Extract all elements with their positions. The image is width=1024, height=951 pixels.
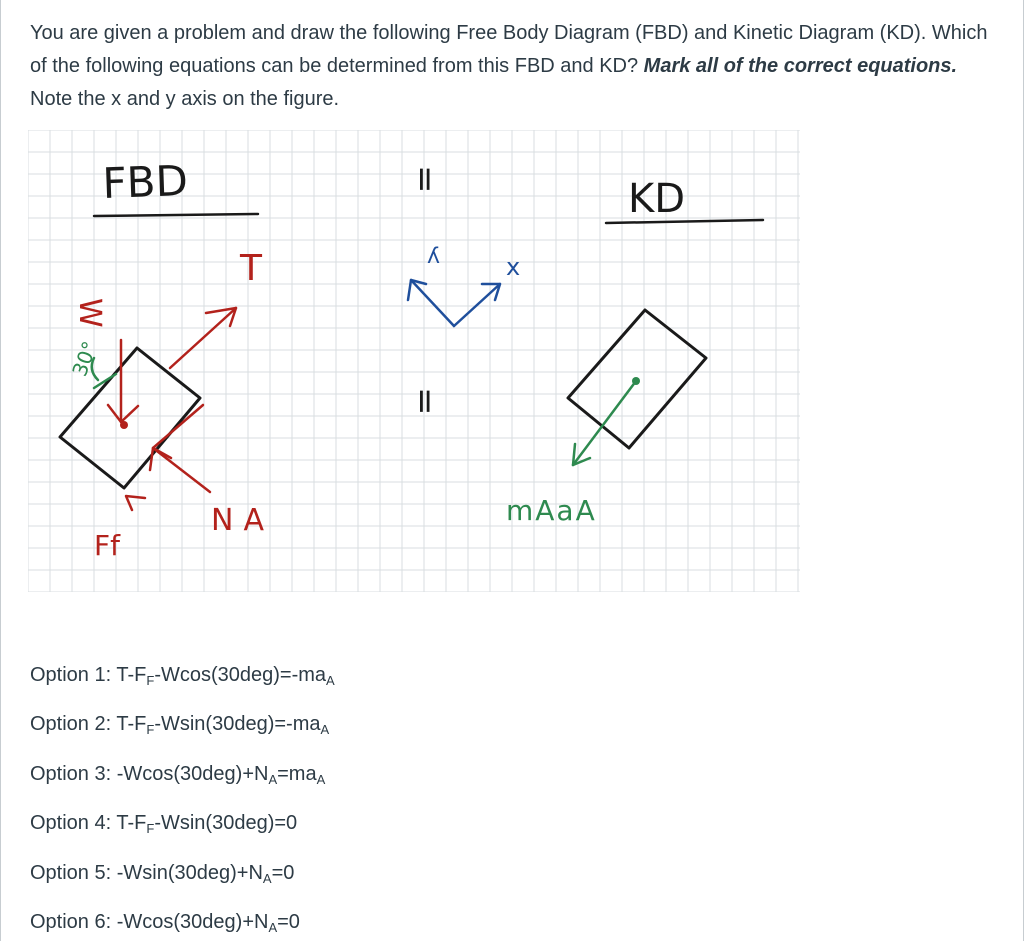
axis-label-x: x [506, 253, 521, 281]
option-6-sub1: A [268, 919, 278, 935]
weight-arrowhead [108, 405, 138, 422]
option-2-mid: -Wsin(30deg)=-ma [154, 713, 321, 736]
option-5-mid: =0 [271, 861, 295, 884]
option-1-sub2: A [326, 673, 335, 688]
y-axis-line [411, 280, 454, 326]
x-axis-line [454, 284, 500, 326]
option-5-prefix: Option 5: -Wsin(30deg)+N [30, 861, 263, 884]
option-1-prefix: Option 1: T-F [30, 664, 147, 686]
question-text [30, 17, 990, 116]
fbd-title: FBD [101, 156, 189, 208]
force-label-w: W [72, 298, 107, 328]
option-3-sub1: A [268, 771, 278, 787]
option-1-mid: -Wcos(30deg)=-ma [154, 664, 327, 686]
option-6[interactable] [30, 902, 730, 951]
inertia-label: mAaA [506, 494, 597, 527]
force-label-ff: Ff [94, 529, 120, 562]
kd-title: KD [628, 176, 686, 222]
option-3-sub2: A [316, 771, 326, 787]
option-2-sub1: F [146, 722, 155, 738]
angle-label: 30° [67, 337, 102, 380]
force-label-t: T [240, 248, 262, 289]
friction-arrowhead [126, 496, 145, 510]
question-part1: You are given a problem and draw the following Free Body Diagram (FBD) and Kinetic Diagram (KD). Which of the following equations can be determined from this FBD and KD? [30, 22, 988, 77]
option-3-prefix: Option 3: -Wcos(30deg)+N [30, 762, 269, 785]
option-1[interactable] [30, 655, 730, 704]
equals-sign-middle: = [405, 387, 445, 416]
equals-sign-top: = [405, 165, 445, 194]
option-3[interactable] [30, 754, 730, 803]
question-emphasis: Mark all of the correct equations. [643, 55, 958, 77]
force-label-n: NA [211, 503, 274, 538]
option-4-prefix: Option 4: T-F [30, 812, 147, 835]
option-2-prefix: Option 2: T-F [30, 713, 147, 736]
question-part2: Note the x and y axis on the figure. [30, 88, 340, 110]
mass-center-dot [120, 421, 128, 429]
option-6-prefix: Option 6: -Wcos(30deg)+N [30, 910, 269, 933]
option-2[interactable] [30, 704, 730, 753]
option-4[interactable] [30, 803, 730, 852]
options-list [30, 655, 730, 951]
fbd-title-underline [94, 214, 258, 216]
axis-label-y: y [426, 245, 440, 270]
option-4-mid: -Wsin(30deg)=0 [154, 812, 298, 835]
option-3-mid: =ma [277, 762, 317, 785]
option-6-mid: =0 [277, 910, 300, 933]
y-axis-arrowhead [408, 280, 426, 300]
option-5[interactable] [30, 853, 730, 902]
fbd-kd-figure [28, 130, 800, 592]
option-5-sub1: A [262, 870, 272, 886]
option-4-sub1: F [146, 821, 155, 837]
option-2-sub2: A [320, 722, 330, 738]
option-1-sub1: F [146, 673, 155, 688]
